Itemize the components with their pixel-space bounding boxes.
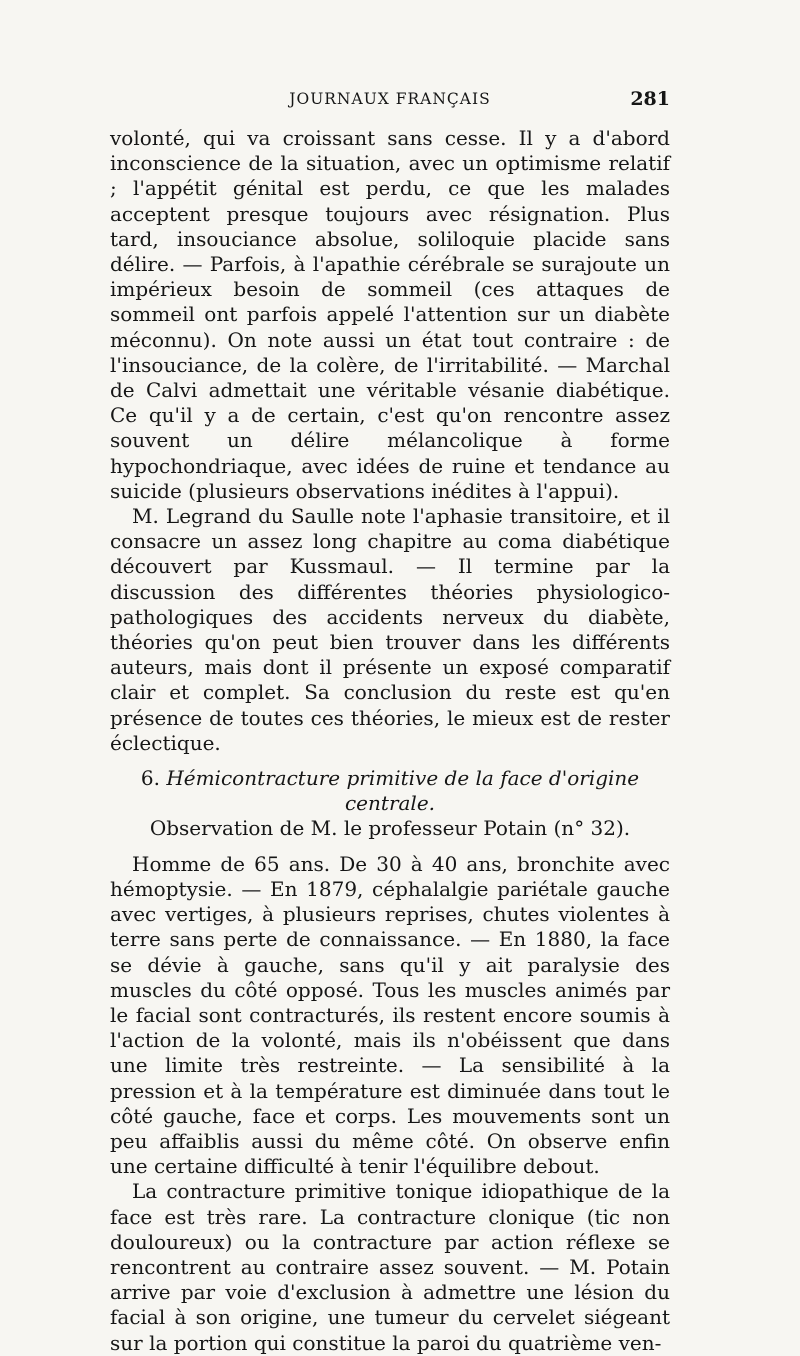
page-body [110,126,670,1356]
running-head: JOURNAUX FRANÇAIS [289,90,491,108]
section-title: Hémicontracture primitive de la face d'origine centrale. [166,766,640,816]
paragraph: M. Legrand du Saulle note l'aphasie transitoire, et il consacre un assez long chapitre au coma diabétique découvert par Kussmaul. — Il termine par la discussion des différentes théories physiologico-pathologiques des accidents nerveux du diabète, théories qu'on peut bien trouver dans les différents auteurs, mais dont il présente un exposé comparatif clair et complet. Sa conclusion du reste est qu'en présence de toutes ces théories, le mieux est de rester éclectique. [110,504,670,755]
book-page [110,88,670,1356]
section-heading [110,766,670,816]
paragraph-continued: volonté, qui va croissant sans cesse. Il y a d'abord inconscience de la situation, avec un optimisme relatif ; l'appétit génital est perdu, ce que les malades acceptent presque toujours avec résignation. Plus tard, insouciance absolue, soliloquie placide sans délire. — Parfois, à l'apathie cérébrale se surajoute un impérieux besoin de sommeil (ces attaques de sommeil ont parfois appelé l'attention sur un diabète méconnu). On note aussi un état tout contraire : de l'insouciance, de la colère, de l'irritabilité. — Marchal de Calvi admettait une véritable vésanie diabétique. Ce qu'il y a de certain, c'est qu'on rencontre assez souvent un délire mélancolique à forme hypochondriaque, avec idées de ruine et tendance au suicide (plusieurs observations inédites à l'appui). [110,126,670,503]
page-header [110,88,670,118]
section-subtitle: Observation de M. le professeur Potain (n° 32). [149,816,631,841]
section-number: 6. [140,766,160,791]
paragraph: La contracture primitive tonique idiopathique de la face est très rare. La contracture clonique (tic non douloureux) ou la contracture par action réflexe se rencontrent au contraire assez souvent. — M. Potain arrive par voie d'exclusion à admettre une lésion du facial à son origine, une tumeur du cervelet siégeant sur la portion qui constitue la paroi du quatrième ven- [110,1179,670,1355]
paragraph: Homme de 65 ans. De 30 à 40 ans, bronchite avec hémoptysie. — En 1879, céphalalgie pariétale gauche avec vertiges, à plusieurs reprises, chutes violentes à terre sans perte de connaissance. — En 1880, la face se dévie à gauche, sans qu'il y ait paralysie des muscles du côté opposé. Tous les muscles animés par le facial sont contracturés, ils restent encore soumis à l'action de la volonté, mais ils n'obéissent que dans une limite très restreinte. — La sensibilité à la pression et à la température est diminuée dans tout le côté gauche, face et corps. Les mouvements sont un peu affaiblis aussi du même côté. On observe enfin une certaine difficulté à tenir l'équilibre debout. [110,851,670,1179]
page-number: 281 [630,88,670,110]
